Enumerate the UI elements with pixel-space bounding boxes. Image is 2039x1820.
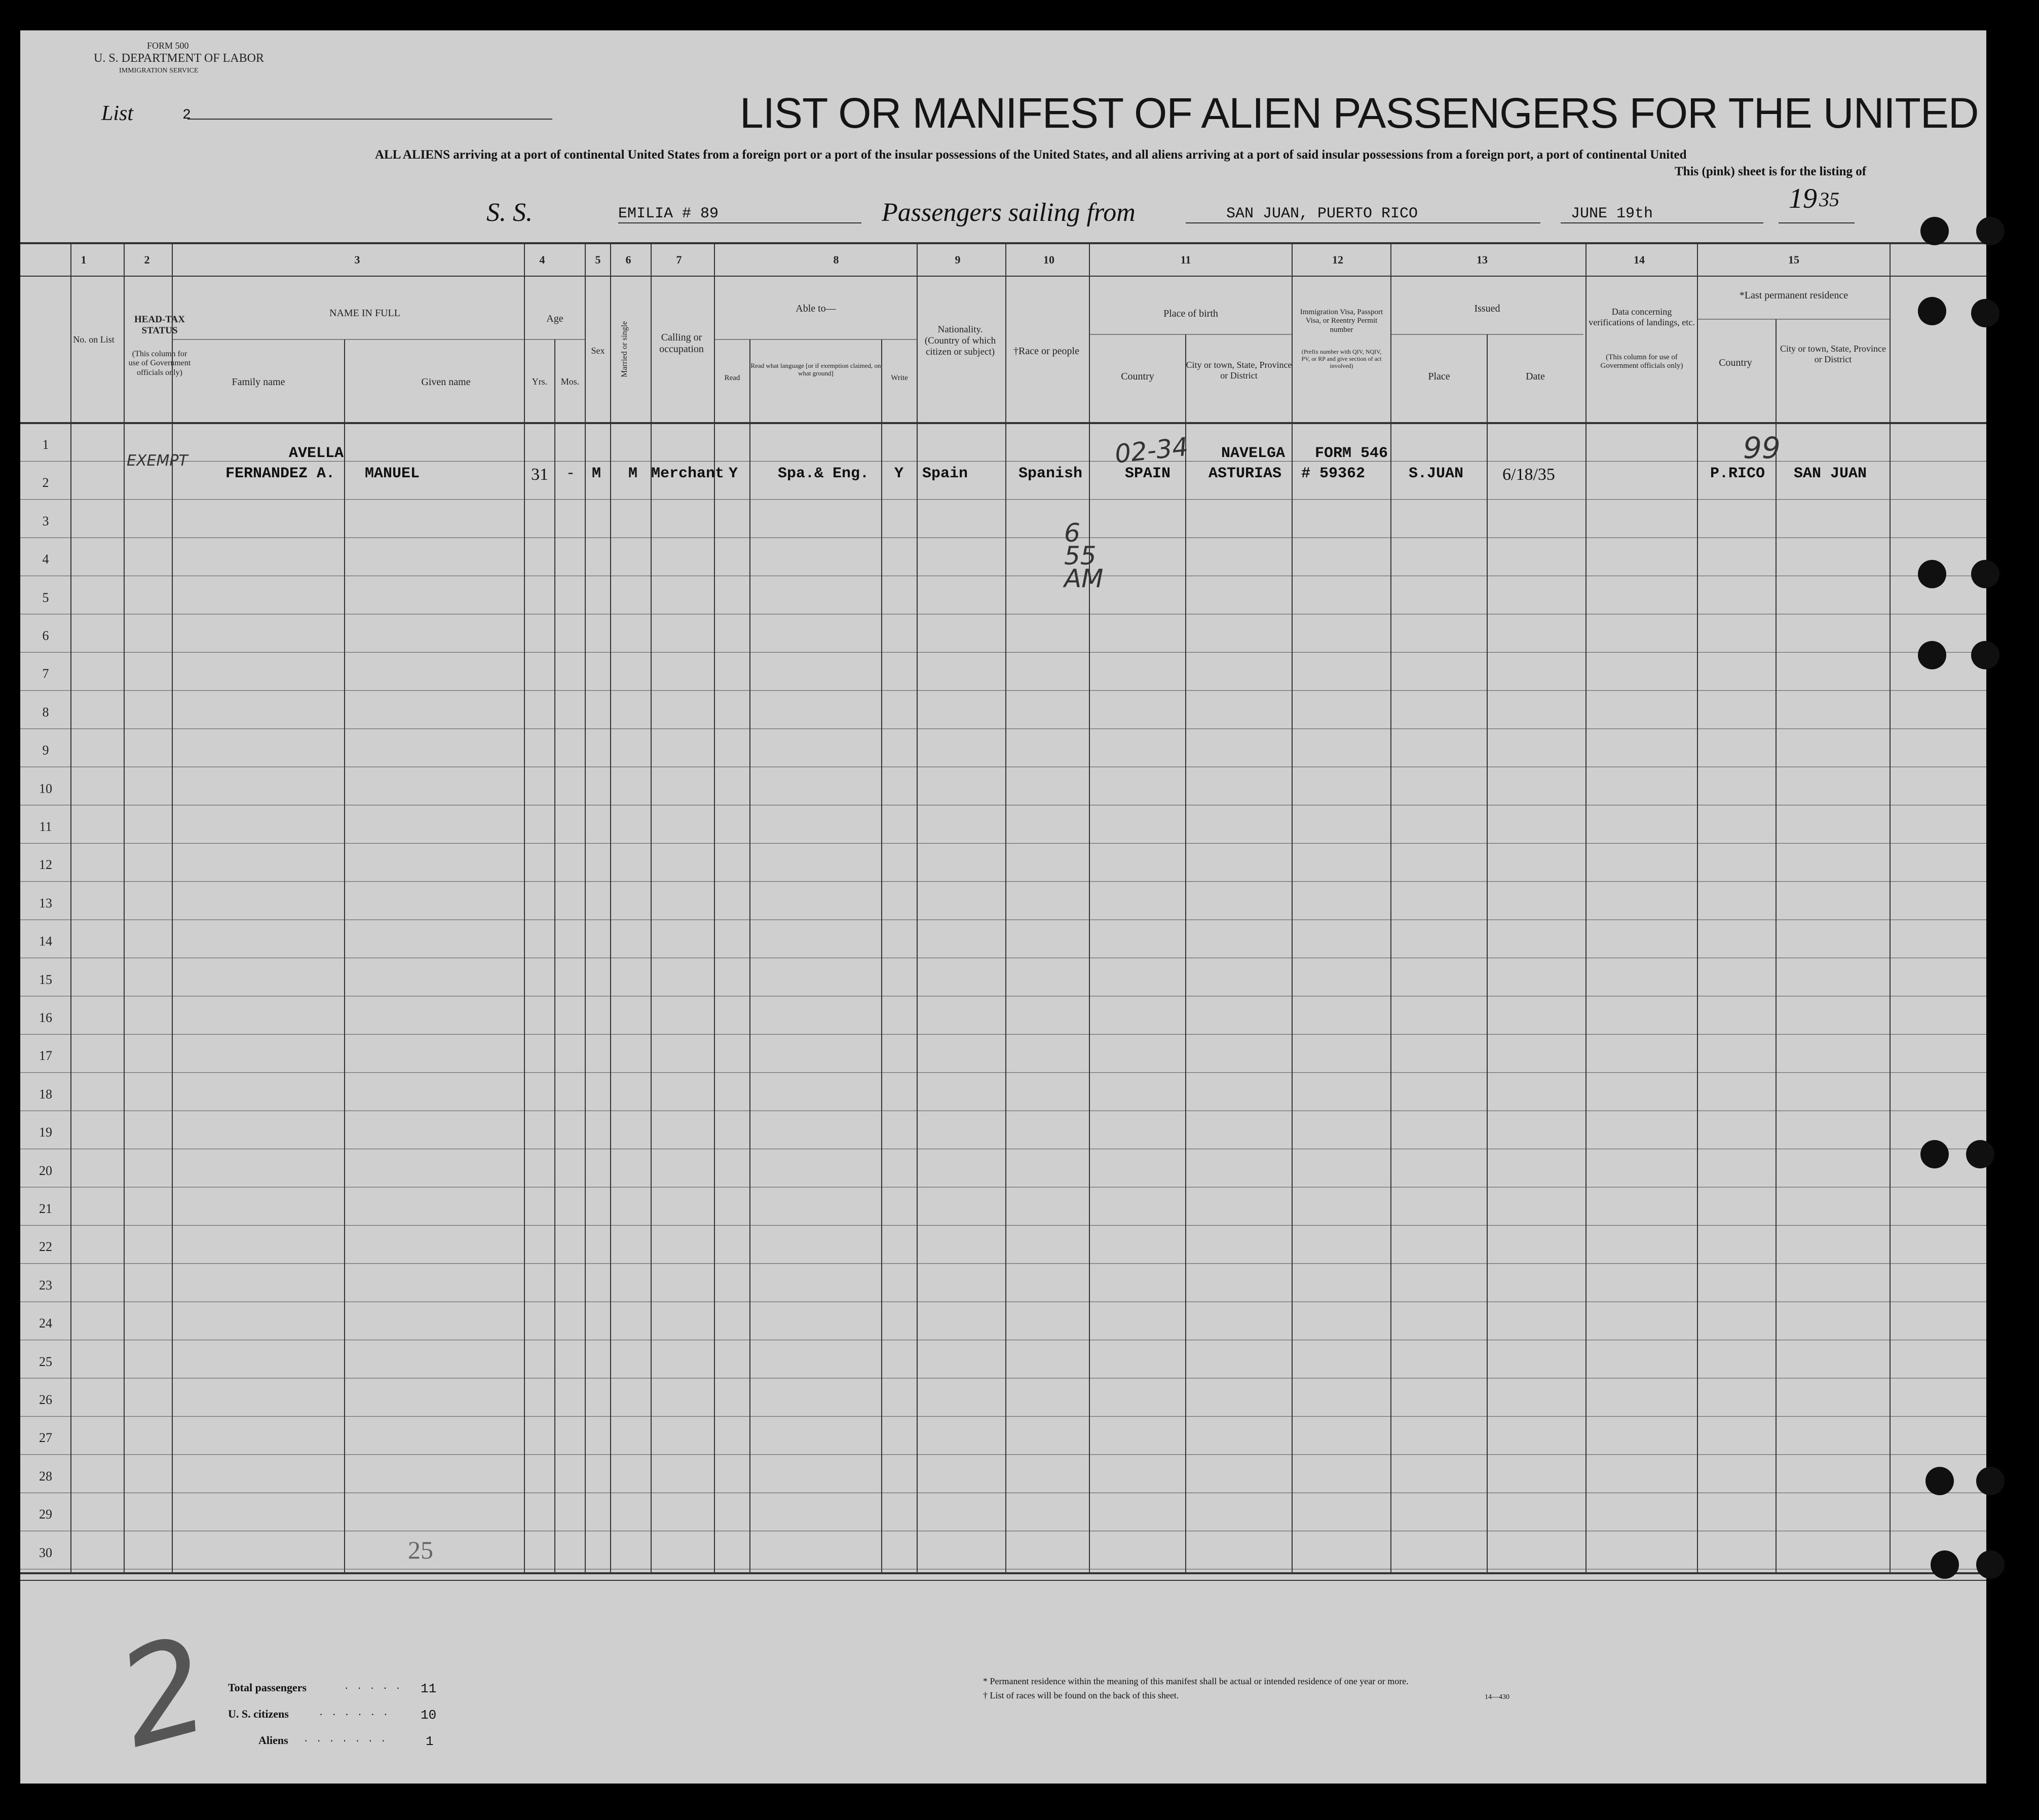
row-number: 23 <box>39 1277 52 1293</box>
birth-city-value: ASTURIAS <box>1209 465 1282 482</box>
header-write: Write <box>891 374 908 382</box>
birth-country-value: SPAIN <box>1125 465 1171 482</box>
row-number: 19 <box>39 1125 52 1140</box>
row-number: 30 <box>39 1545 52 1560</box>
footnote-races: † List of races will be found on the back of this sheet. <box>983 1690 1179 1700</box>
binder-hole <box>1966 1140 1994 1168</box>
header-birth-city: City or town, State, Province or District <box>1186 360 1292 381</box>
row-number: 12 <box>39 857 52 873</box>
header-data-concerning: Data concerning verifications of landings, etc. <box>1589 307 1695 327</box>
header-given-name: Given name <box>421 376 471 388</box>
family-name-top: AVELLA <box>289 445 344 462</box>
row-number: 28 <box>39 1468 52 1484</box>
nationality-value: Spain <box>922 465 968 482</box>
header-last-residence: *Last permanent residence <box>1739 290 1848 301</box>
ss-label: S. S. <box>486 198 533 227</box>
row-number: 20 <box>39 1163 52 1178</box>
row-number: 10 <box>39 781 52 796</box>
header-residence-city: City or town, State, Province or District <box>1780 344 1886 364</box>
row-number: 6 <box>42 628 49 643</box>
header-able-to: Able to— <box>796 303 836 314</box>
column-number: 14 <box>1634 253 1645 266</box>
page-title: LIST OR MANIFEST OF ALIEN PASSENGERS FOR THE UNITED <box>740 89 1979 137</box>
residence-country-value: P.RICO <box>1710 465 1765 482</box>
row-number: 29 <box>39 1507 52 1522</box>
row-number: 2 <box>42 475 49 490</box>
row-number: 16 <box>39 1010 52 1025</box>
row-number: 1 <box>42 437 49 452</box>
sailing-label: Passengers sailing from <box>882 198 1136 227</box>
header-issued-place: Place <box>1428 371 1450 382</box>
page-number-stamp: 25 <box>408 1536 433 1564</box>
row-number: 26 <box>39 1392 52 1407</box>
column-number: 8 <box>833 253 839 266</box>
issued-date-value: 6/18/35 <box>1502 465 1555 484</box>
header-married: Married or single <box>620 321 629 377</box>
aliens-value: 1 <box>426 1734 434 1749</box>
row-number: 8 <box>42 704 49 719</box>
binder-hole <box>1918 560 1946 588</box>
footnote-residence: * Permanent residence within the meaning of this manifest shall be actual or intended residence of one year or more. <box>983 1676 1409 1686</box>
binder-hole <box>1920 217 1949 245</box>
row-number: 4 <box>42 552 49 567</box>
total-passengers-dots: · · · · · <box>345 1681 403 1694</box>
manifest-sheet <box>20 30 1986 1784</box>
binder-hole <box>1976 1550 2005 1579</box>
header-age: Age <box>546 313 563 324</box>
us-citizens-label: U. S. citizens <box>228 1708 289 1720</box>
header-calling: Calling or occupation <box>659 332 704 355</box>
column-number: 4 <box>539 253 545 266</box>
binder-hole <box>1931 1550 1959 1579</box>
row-number: 5 <box>42 590 49 605</box>
row-number: 22 <box>39 1239 52 1255</box>
column-number: 9 <box>955 253 961 266</box>
header-no-on-list: No. on List <box>73 334 115 345</box>
binder-hole <box>1920 1140 1949 1168</box>
header-sex: Sex <box>591 346 605 356</box>
header-family-name: Family name <box>232 376 285 388</box>
binder-hole <box>1971 560 1999 588</box>
residence-city-value: SAN JUAN <box>1794 465 1867 482</box>
handwritten-residence-mark: 99 <box>1743 431 1781 465</box>
row-number: 27 <box>39 1430 52 1446</box>
column-number: 3 <box>354 253 360 266</box>
table-grid <box>20 30 1986 1784</box>
age-years: 31 <box>531 465 548 484</box>
department-label: U. S. DEPARTMENT OF LABOR <box>94 52 264 65</box>
row-number: 18 <box>39 1086 52 1102</box>
header-visa: Immigration Visa, Passport Visa, or Reentry Permit number <box>1300 308 1383 334</box>
given-name: MANUEL <box>365 465 420 482</box>
footnote-code: 14—430 <box>1485 1693 1509 1701</box>
row-number: 9 <box>42 743 49 758</box>
row-number: 24 <box>39 1316 52 1331</box>
service-label: IMMIGRATION SERVICE <box>119 67 199 74</box>
header-read: Read <box>724 374 740 382</box>
header-issued: Issued <box>1474 303 1500 314</box>
binder-hole <box>1971 641 1999 669</box>
us-citizens-value: 10 <box>421 1708 437 1723</box>
row-number: 21 <box>39 1201 52 1216</box>
column-number: 10 <box>1043 253 1054 266</box>
binder-hole <box>1976 1467 2005 1495</box>
header-mos: Mos. <box>560 376 580 387</box>
aliens-label: Aliens <box>258 1734 288 1747</box>
married-value: M <box>628 465 638 482</box>
header-read-language: Read what language [or if exemption claimed, on what ground] <box>750 362 881 377</box>
header-visa-note: (Prefix number with QIV, NQIV, PV, or RP and give section of act involved) <box>1301 348 1382 369</box>
header-name-in-full: NAME IN FULL <box>329 308 400 319</box>
column-number: 15 <box>1788 253 1799 266</box>
ship-name: EMILIA # 89 <box>618 205 719 222</box>
binder-hole <box>1918 297 1946 325</box>
subtitle-2: This (pink) sheet is for the listing of <box>1675 165 1867 178</box>
column-number: 7 <box>676 253 682 266</box>
column-number: 5 <box>595 253 601 266</box>
header-yrs: Yrs. <box>532 376 548 387</box>
form-number: FORM 500 <box>147 41 189 51</box>
column-number: 13 <box>1477 253 1488 266</box>
calling-value: Merchant <box>651 465 725 482</box>
row-number: 15 <box>39 972 52 987</box>
total-passengers-value: 11 <box>421 1681 437 1696</box>
row-number: 11 <box>39 819 52 834</box>
port-of-departure: SAN JUAN, PUERTO RICO <box>1226 205 1418 222</box>
age-months: - <box>566 465 576 482</box>
row-number: 25 <box>39 1354 52 1369</box>
header-data-note: (This column for use of Government officials only) <box>1600 353 1683 370</box>
header-race: †Race or people <box>1013 346 1079 357</box>
header-issued-date: Date <box>1526 371 1545 382</box>
list-number: 2 <box>182 107 191 123</box>
header-place-of-birth: Place of birth <box>1163 308 1218 319</box>
row-number: 7 <box>42 666 49 681</box>
handwritten-code: 02-34 <box>1113 432 1190 469</box>
header-nationality: Nationality. (Country of which citizen or subject) <box>924 324 996 357</box>
row-number: 17 <box>39 1048 52 1064</box>
handwritten-numeral: 2 <box>103 1608 224 1778</box>
subtitle: ALL ALIENS arriving at a port of continental United States from a foreign port or a port of the insular possessions of the United States, and all aliens arriving at a port of said insular possessions from a foreign port, a port of continental United <box>375 148 1687 162</box>
family-name: FERNANDEZ A. <box>225 465 335 482</box>
column-number: 2 <box>144 253 150 266</box>
year-prefix: 19 <box>1789 183 1817 214</box>
language-value: Spa.& Eng. <box>778 465 870 482</box>
binder-hole <box>1971 299 1999 327</box>
visa-form: FORM 546 <box>1315 445 1388 462</box>
header-birth-country: Country <box>1121 371 1154 382</box>
visa-number: # 59362 <box>1301 465 1366 482</box>
list-label: List <box>101 102 134 125</box>
binder-hole <box>1976 217 2005 245</box>
birth-city-top: NAVELGA <box>1221 445 1286 462</box>
header-head-tax-note: (This column for use of Government officials only) <box>128 350 191 377</box>
column-number: 12 <box>1332 253 1343 266</box>
binder-hole <box>1925 1467 1954 1495</box>
header-head-tax: HEAD-TAX STATUS <box>134 314 185 336</box>
sex-value: M <box>592 465 601 482</box>
binder-hole <box>1918 641 1946 669</box>
us-citizens-dots: · · · · · · <box>319 1708 391 1720</box>
row-number: 14 <box>39 934 52 949</box>
year-suffix: 35 <box>1819 188 1839 211</box>
head-tax-status: EXEMPT <box>127 452 188 470</box>
aliens-dots: · · · · · · · <box>304 1734 388 1747</box>
header-residence-country: Country <box>1719 357 1752 368</box>
read-value: Y <box>729 465 738 482</box>
row-number: 13 <box>39 895 52 911</box>
sailing-date: JUNE 19th <box>1571 205 1653 222</box>
column-number: 11 <box>1180 253 1191 266</box>
issued-place-value: S.JUAN <box>1409 465 1464 482</box>
column-number: 6 <box>625 253 631 266</box>
column-number: 1 <box>81 253 87 266</box>
row-number: 3 <box>42 513 49 528</box>
write-value: Y <box>894 465 904 482</box>
handwritten-time: 6 55 AM <box>1064 518 1104 593</box>
total-passengers-label: Total passengers <box>228 1681 307 1694</box>
race-value: Spanish <box>1018 465 1083 482</box>
